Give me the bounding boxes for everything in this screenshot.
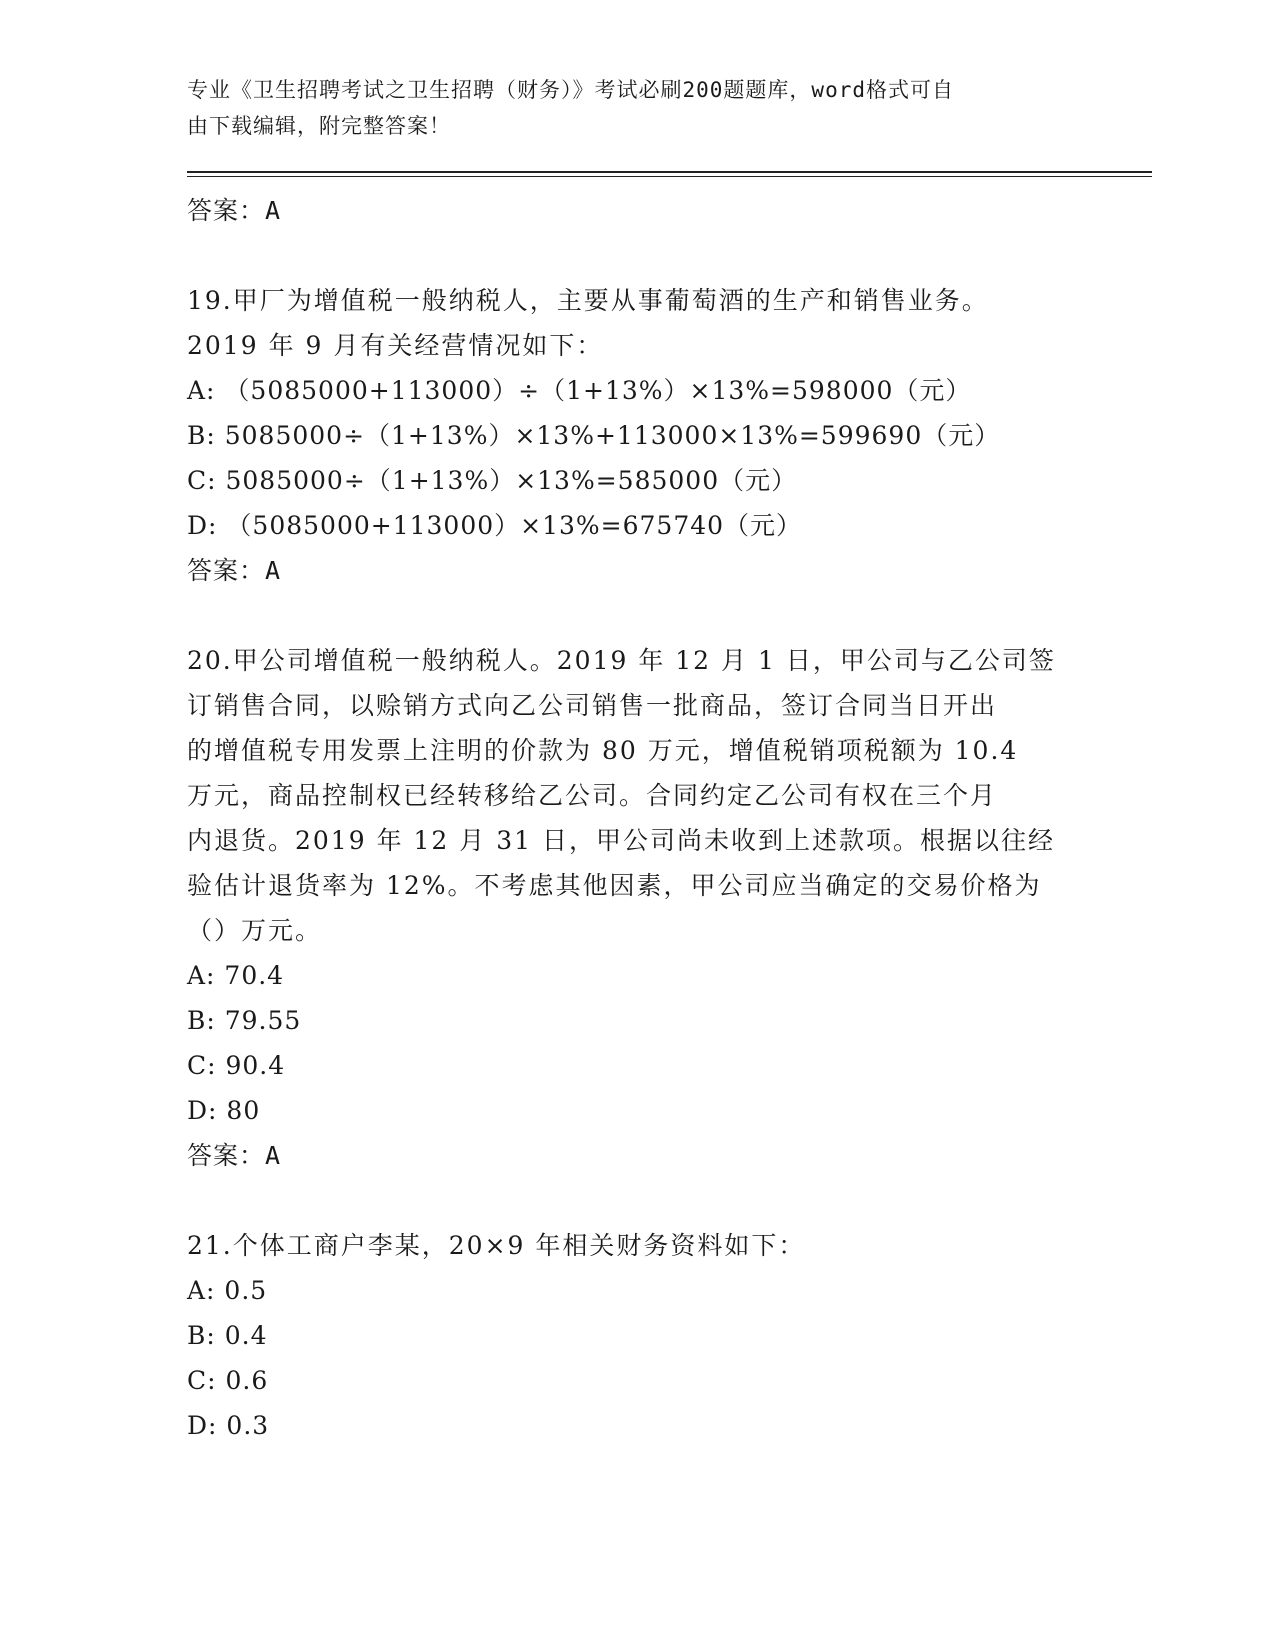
question-stem-line: 2019 年 9 月有关经营情况如下： (187, 331, 604, 360)
header-divider-thin (187, 176, 1152, 177)
question-block (187, 1223, 1087, 1448)
option-b: B: 5085000÷（1+13%）×13%+113000×13%=599690（元） (187, 421, 1001, 450)
header-line-2: 由下载编辑，附完整答案！ (187, 114, 451, 138)
question-stem-line: 订销售合同，以赊销方式向乙公司销售一批商品，签订合同当日开出 (187, 691, 998, 720)
question-stem-line: 万元，商品控制权已经转移给乙公司。合同约定乙公司有权在三个月 (187, 781, 998, 810)
question-block (187, 278, 1087, 593)
option-d: D: 0.3 (187, 1411, 270, 1440)
option-c: C: 90.4 (187, 1051, 286, 1080)
document-body (187, 188, 1087, 1448)
option-b: B: 79.55 (187, 1006, 302, 1035)
page-header (187, 72, 1067, 144)
option-a: A: 0.5 (187, 1276, 268, 1305)
option-d: D: 80 (187, 1096, 261, 1125)
spacer (187, 233, 1087, 278)
option-a: A: 70.4 (187, 961, 285, 990)
question-stem-line: 21.个体工商户李某，20×9 年相关财务资料如下： (187, 1231, 806, 1260)
question-stem-line: （）万元。 (187, 916, 323, 945)
header-divider-thick (187, 171, 1152, 173)
question-stem-line: 的增值税专用发票上注明的价款为 80 万元，增值税销项税额为 10.4 (187, 736, 1019, 765)
question-block (187, 638, 1087, 1178)
option-b: B: 0.4 (187, 1321, 268, 1350)
option-a: A: （5085000+113000）÷（1+13%）×13%=598000（元） (187, 376, 972, 405)
spacer (187, 593, 1087, 638)
header-line-1: 专业《卫生招聘考试之卫生招聘（财务）》考试必刷200题题库，word格式可自 (187, 78, 954, 102)
question-stem-line: 20.甲公司增值税一般纳税人。2019 年 12 月 1 日，甲公司与乙公司签 (187, 646, 1056, 675)
question-stem-line: 内退货。2019 年 12 月 31 日，甲公司尚未收到上述款项。根据以往经 (187, 826, 1055, 855)
question-stem-line: 验估计退货率为 12%。不考虑其他因素，甲公司应当确定的交易价格为 (187, 871, 1042, 900)
answer-line: 答案：A (187, 196, 282, 225)
option-d: D: （5085000+113000）×13%=675740（元） (187, 511, 803, 540)
answer-line: 答案：A (187, 1141, 282, 1170)
question-stem-line: 19.甲厂为增值税一般纳税人，主要从事葡萄酒的生产和销售业务。 (187, 286, 989, 315)
option-c: C: 5085000÷（1+13%）×13%=585000（元） (187, 466, 798, 495)
spacer (187, 1178, 1087, 1223)
option-c: C: 0.6 (187, 1366, 269, 1395)
answer-line: 答案：A (187, 556, 282, 585)
